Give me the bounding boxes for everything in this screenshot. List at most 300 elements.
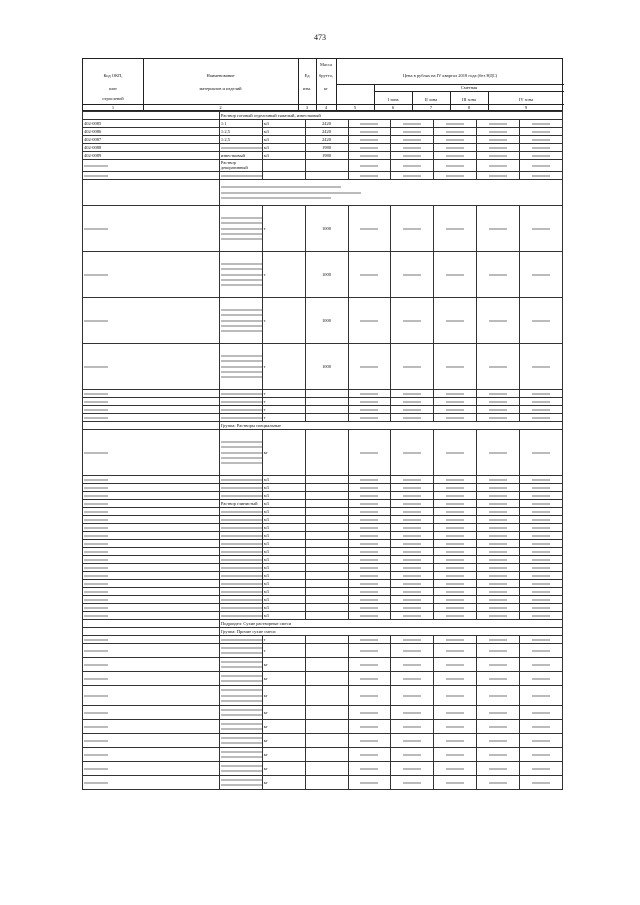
text-placeholder	[84, 726, 108, 728]
header-divider	[374, 91, 564, 92]
table-header	[82, 58, 563, 111]
text-placeholder	[221, 567, 262, 569]
cell-price	[434, 171, 477, 179]
cell-name	[219, 531, 262, 539]
cell-price	[348, 475, 391, 483]
text-placeholder	[532, 393, 550, 395]
cell-price	[348, 775, 391, 789]
text-placeholder	[360, 664, 378, 666]
cell-price	[520, 761, 563, 775]
header-unit-2: изм.	[302, 86, 312, 91]
cell-code	[83, 499, 220, 507]
cell-unit: м3	[262, 499, 305, 507]
text-placeholder	[446, 726, 464, 728]
text-placeholder	[403, 131, 421, 133]
cell-name-text: Раствор декоративный	[220, 160, 248, 171]
text-placeholder	[84, 599, 108, 601]
text-placeholder	[84, 519, 108, 521]
cell-code	[83, 144, 220, 152]
text-placeholder	[446, 228, 464, 230]
cell-price	[520, 429, 563, 475]
cell-mass	[305, 499, 348, 507]
text-placeholder	[360, 740, 378, 742]
text-placeholder	[403, 320, 421, 322]
cell-mass: 2420	[305, 136, 348, 144]
text-placeholder	[221, 751, 262, 753]
cell-code	[83, 595, 220, 603]
cell-code	[83, 747, 220, 761]
header-code-3: отраслевой	[102, 96, 124, 101]
page-number: 473	[314, 33, 326, 42]
cell-mass	[305, 475, 348, 483]
cell-price	[348, 136, 391, 144]
table-row	[83, 761, 563, 775]
cell-price	[348, 413, 391, 421]
cell-name	[219, 595, 262, 603]
text-placeholder	[403, 165, 421, 167]
cell-code	[83, 171, 220, 179]
cell-name	[219, 491, 262, 499]
text-placeholder	[221, 607, 262, 609]
cell-unit	[262, 171, 305, 179]
cell-price	[391, 705, 434, 719]
text-placeholder	[532, 139, 550, 141]
text-placeholder	[403, 228, 421, 230]
cell-unit: м3	[262, 475, 305, 483]
text-placeholder	[489, 487, 507, 489]
header-divider	[298, 59, 299, 110]
text-placeholder	[84, 487, 108, 489]
cell-price	[434, 413, 477, 421]
cell-price	[391, 297, 434, 343]
cell-price	[348, 555, 391, 563]
cell-code	[83, 491, 220, 499]
cell-price	[477, 635, 520, 643]
text-placeholder	[446, 175, 464, 177]
cell-price	[348, 603, 391, 611]
cell-price	[434, 719, 477, 733]
cell-name	[219, 555, 262, 563]
cell-code	[83, 405, 220, 413]
cell-price	[520, 160, 563, 172]
cell-name	[219, 523, 262, 531]
cell-price	[477, 603, 520, 611]
text-placeholder	[403, 123, 421, 125]
text-placeholder	[84, 527, 108, 529]
text-placeholder	[221, 770, 262, 772]
cell-price	[391, 555, 434, 563]
cell-price	[391, 160, 434, 172]
text-placeholder	[489, 591, 507, 593]
cell-price	[477, 705, 520, 719]
text-placeholder	[360, 678, 378, 680]
text-placeholder	[221, 599, 262, 601]
cell-unit: м3	[262, 539, 305, 547]
text-placeholder	[403, 726, 421, 728]
text-placeholder	[84, 559, 108, 561]
text-placeholder	[221, 192, 361, 194]
cell-price	[477, 775, 520, 789]
cell-price	[391, 499, 434, 507]
text-placeholder	[446, 487, 464, 489]
cell-mass	[305, 635, 348, 643]
cell-price	[477, 120, 520, 128]
text-placeholder	[489, 543, 507, 545]
text-placeholder	[221, 559, 262, 561]
table-row	[83, 547, 563, 555]
text-placeholder	[403, 567, 421, 569]
cell-unit: м3	[262, 579, 305, 587]
cell-name	[219, 563, 262, 571]
text-placeholder	[446, 768, 464, 770]
header-num: 9	[524, 105, 528, 110]
text-placeholder	[360, 591, 378, 593]
cell-price	[348, 144, 391, 152]
cell-price	[520, 531, 563, 539]
text-placeholder	[403, 607, 421, 609]
text-placeholder	[84, 401, 108, 403]
cell-price	[391, 563, 434, 571]
cell-price	[434, 343, 477, 389]
text-placeholder	[221, 452, 262, 454]
cell-code	[83, 523, 220, 531]
text-placeholder	[221, 779, 262, 781]
cell-mass	[305, 611, 348, 619]
cell-price	[477, 563, 520, 571]
text-placeholder	[489, 175, 507, 177]
cell-code	[83, 421, 220, 429]
text-placeholder	[489, 527, 507, 529]
text-placeholder	[360, 527, 378, 529]
text-placeholder	[221, 238, 262, 240]
cell-price	[391, 643, 434, 657]
cell-unit: кг	[262, 719, 305, 733]
cell-price	[520, 413, 563, 421]
table-row	[83, 657, 563, 671]
text-placeholder	[403, 487, 421, 489]
table-row	[83, 413, 563, 421]
text-placeholder	[489, 678, 507, 680]
text-placeholder	[221, 737, 262, 739]
cell-code	[83, 671, 220, 685]
text-placeholder	[221, 401, 262, 403]
cell-unit: кг	[262, 671, 305, 685]
header-divider	[143, 59, 144, 110]
cell-mass	[305, 539, 348, 547]
text-placeholder	[221, 680, 262, 682]
cell-mass	[305, 515, 348, 523]
cell-price	[434, 531, 477, 539]
cell-price	[520, 507, 563, 515]
cell-price	[520, 515, 563, 523]
text-placeholder	[360, 599, 378, 601]
text-placeholder	[221, 765, 262, 767]
cell-price	[520, 405, 563, 413]
cell-price	[348, 611, 391, 619]
cell-price	[520, 205, 563, 251]
text-placeholder	[360, 575, 378, 577]
text-placeholder	[532, 615, 550, 617]
cell-name	[219, 547, 262, 555]
cell-name	[219, 643, 262, 657]
cell-price	[348, 152, 391, 160]
cell-mass	[305, 747, 348, 761]
text-placeholder	[446, 591, 464, 593]
header-mass-3: кг	[323, 86, 329, 91]
cell-name	[219, 160, 262, 172]
text-placeholder	[403, 155, 421, 157]
cell-name	[219, 671, 262, 685]
cell-price	[520, 747, 563, 761]
cell-price	[434, 571, 477, 579]
text-placeholder	[221, 519, 262, 521]
header-unit: Ед	[304, 73, 310, 78]
cell-price	[520, 671, 563, 685]
cell-name	[219, 144, 262, 152]
table-row	[83, 719, 563, 733]
text-placeholder	[532, 575, 550, 577]
text-placeholder	[221, 371, 262, 373]
text-placeholder	[403, 503, 421, 505]
text-placeholder	[489, 712, 507, 714]
table-row	[83, 571, 563, 579]
text-placeholder	[221, 441, 262, 443]
cell-name	[219, 483, 262, 491]
text-placeholder	[221, 366, 262, 368]
text-placeholder	[360, 123, 378, 125]
text-placeholder	[489, 495, 507, 497]
section-title: Группа: Прочие сухие смеси	[219, 627, 562, 635]
text-placeholder	[532, 519, 550, 521]
cell-name	[219, 705, 262, 719]
text-placeholder	[84, 479, 108, 481]
cell-mass	[305, 531, 348, 539]
text-placeholder	[489, 695, 507, 697]
cell-unit: м3	[262, 603, 305, 611]
text-placeholder	[446, 615, 464, 617]
cell-empty	[219, 179, 562, 205]
text-placeholder	[84, 543, 108, 545]
text-placeholder	[403, 519, 421, 521]
cell-code	[83, 507, 220, 515]
cell-price	[434, 547, 477, 555]
cell-code	[83, 761, 220, 775]
text-placeholder	[84, 393, 108, 395]
cell-price	[477, 587, 520, 595]
header-num: 6	[391, 105, 395, 110]
text-placeholder	[221, 409, 262, 411]
text-placeholder	[532, 417, 550, 419]
header-mass-2: брутто,	[319, 73, 333, 78]
cell-unit: м3	[262, 523, 305, 531]
cell-code	[83, 705, 220, 719]
cell-name	[219, 611, 262, 619]
cell-price	[477, 297, 520, 343]
table-row	[83, 587, 563, 595]
cell-price	[477, 671, 520, 685]
text-placeholder	[403, 366, 421, 368]
cell-unit: т	[262, 635, 305, 643]
cell-mass	[305, 571, 348, 579]
cell-price	[391, 775, 434, 789]
cell-name	[219, 657, 262, 671]
text-placeholder	[446, 123, 464, 125]
text-placeholder	[446, 366, 464, 368]
text-placeholder	[403, 639, 421, 641]
cell-price	[477, 171, 520, 179]
text-placeholder	[221, 756, 262, 758]
cell-price	[520, 719, 563, 733]
cell-name	[219, 719, 262, 733]
cell-code	[83, 343, 220, 389]
section-row	[83, 112, 563, 120]
cell-price	[477, 531, 520, 539]
table-row	[83, 171, 563, 179]
cell-price	[434, 251, 477, 297]
cell-price	[520, 144, 563, 152]
text-placeholder	[489, 366, 507, 368]
cell-name	[219, 297, 262, 343]
text-placeholder	[446, 695, 464, 697]
text-placeholder	[403, 175, 421, 177]
cell-price	[477, 499, 520, 507]
text-placeholder	[84, 754, 108, 756]
cell-unit: м3	[262, 120, 305, 128]
table-row	[83, 205, 563, 251]
text-placeholder	[446, 712, 464, 714]
cell-unit: т	[262, 389, 305, 397]
cell-unit: м3	[262, 128, 305, 136]
text-placeholder	[221, 325, 262, 327]
table-row	[83, 563, 563, 571]
text-placeholder	[360, 495, 378, 497]
text-placeholder	[403, 599, 421, 601]
text-placeholder	[403, 535, 421, 537]
text-placeholder	[532, 175, 550, 177]
cell-price	[434, 507, 477, 515]
table-row	[83, 144, 563, 152]
price-table	[82, 111, 563, 790]
header-code: Код ОКП,	[103, 73, 123, 78]
text-placeholder	[221, 742, 262, 744]
text-placeholder	[84, 366, 108, 368]
text-placeholder	[360, 155, 378, 157]
text-placeholder	[221, 457, 262, 459]
cell-price	[520, 297, 563, 343]
text-placeholder	[446, 678, 464, 680]
cell-name	[219, 685, 262, 705]
text-placeholder	[532, 401, 550, 403]
text-placeholder	[446, 401, 464, 403]
text-placeholder	[489, 417, 507, 419]
cell-code	[83, 611, 220, 619]
text-placeholder	[446, 754, 464, 756]
text-placeholder	[489, 740, 507, 742]
text-placeholder	[221, 217, 262, 219]
text-placeholder	[489, 503, 507, 505]
cell-unit: кг	[262, 657, 305, 671]
text-placeholder	[360, 650, 378, 652]
text-placeholder	[221, 309, 262, 311]
text-placeholder	[403, 139, 421, 141]
text-placeholder	[446, 607, 464, 609]
text-placeholder	[489, 479, 507, 481]
text-placeholder	[360, 607, 378, 609]
text-placeholder	[84, 615, 108, 617]
table-row	[83, 483, 563, 491]
cell-price	[477, 405, 520, 413]
cell-mass	[305, 579, 348, 587]
cell-price	[348, 128, 391, 136]
text-placeholder	[360, 535, 378, 537]
cell-mass	[305, 733, 348, 747]
header-zone: II зона	[424, 97, 438, 102]
text-placeholder	[403, 768, 421, 770]
text-placeholder	[532, 607, 550, 609]
section-title: Группа: Растворы специальные	[219, 421, 562, 429]
text-placeholder	[489, 452, 507, 454]
text-placeholder	[403, 695, 421, 697]
cell-name	[219, 205, 262, 251]
cell-price	[520, 579, 563, 587]
cell-price	[434, 733, 477, 747]
cell-price	[348, 429, 391, 475]
cell-mass	[305, 483, 348, 491]
text-placeholder	[489, 726, 507, 728]
cell-price	[391, 507, 434, 515]
text-placeholder	[360, 768, 378, 770]
text-placeholder	[489, 664, 507, 666]
table-row	[83, 507, 563, 515]
text-placeholder	[532, 639, 550, 641]
text-placeholder	[446, 393, 464, 395]
cell-name	[219, 429, 262, 475]
cell-price	[348, 539, 391, 547]
cell-mass	[305, 719, 348, 733]
cell-price	[434, 603, 477, 611]
header-mass: Масса	[319, 62, 333, 67]
text-placeholder	[84, 678, 108, 680]
section-row	[83, 421, 563, 429]
cell-price	[348, 635, 391, 643]
text-placeholder	[84, 175, 108, 177]
text-placeholder	[221, 535, 262, 537]
header-zone: IV зона	[518, 97, 534, 102]
section-row	[83, 619, 563, 627]
cell-price	[348, 171, 391, 179]
cell-price	[520, 587, 563, 595]
cell-name-text: 1:2,5	[220, 136, 230, 142]
cell-mass: 1000	[305, 205, 348, 251]
cell-price	[520, 499, 563, 507]
cell-mass	[305, 643, 348, 657]
cell-price	[348, 499, 391, 507]
cell-price	[391, 483, 434, 491]
cell-price	[477, 152, 520, 160]
cell-price	[520, 555, 563, 563]
cell-unit: м3	[262, 491, 305, 499]
text-placeholder	[403, 575, 421, 577]
cell-name	[219, 397, 262, 405]
cell-mass: 1000	[305, 343, 348, 389]
cell-code	[83, 579, 220, 587]
text-placeholder	[532, 740, 550, 742]
cell-unit: м3	[262, 587, 305, 595]
text-placeholder	[446, 452, 464, 454]
cell-unit: т	[262, 343, 305, 389]
text-placeholder	[221, 263, 262, 265]
text-placeholder	[221, 689, 262, 691]
